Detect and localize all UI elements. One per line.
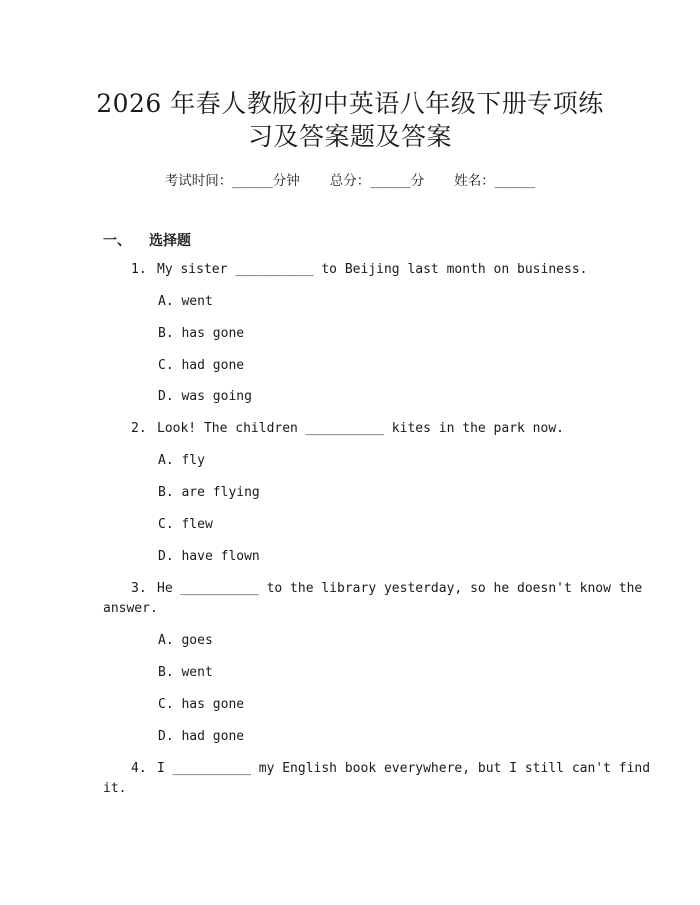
question-text: My sister __________ to Beijing last month on business. bbox=[157, 262, 588, 277]
section-number: 一、 bbox=[103, 233, 131, 249]
option-2c: C. flew bbox=[158, 517, 213, 532]
exam-time: 考试时间：______分钟 bbox=[164, 173, 300, 189]
option-3b: B. went bbox=[158, 665, 213, 680]
question-number: 3. bbox=[131, 581, 147, 596]
section-title: 选择题 bbox=[149, 233, 191, 249]
option-3c: C. has gone bbox=[158, 697, 245, 712]
question-1 bbox=[131, 262, 587, 277]
question-4 bbox=[131, 761, 651, 776]
question-3-continued: answer. bbox=[103, 601, 158, 616]
option-1d: D. was going bbox=[158, 389, 252, 404]
option-3d: D. had gone bbox=[158, 729, 245, 744]
question-number: 2. bbox=[131, 421, 147, 436]
page-title-continued: 习及答案题及答案 bbox=[247, 122, 452, 151]
section-heading bbox=[103, 230, 191, 250]
exam-score: 总分：______分 bbox=[329, 173, 425, 189]
question-text: Look! The children __________ kites in the park now. bbox=[157, 421, 564, 436]
question-text: He __________ to the library yesterday, so he doesn't know the bbox=[157, 581, 643, 596]
question-3 bbox=[131, 581, 643, 596]
question-text: I __________ my English book everywhere, but I still can't find bbox=[157, 761, 651, 776]
question-number: 1. bbox=[131, 262, 147, 277]
option-2a: A. fly bbox=[158, 453, 205, 468]
question-2 bbox=[131, 421, 564, 436]
option-2d: D. have flown bbox=[158, 549, 260, 564]
question-number: 4. bbox=[131, 761, 147, 776]
page-title: 2026 年春人教版初中英语八年级下册专项练 bbox=[96, 89, 604, 118]
option-1c: C. had gone bbox=[158, 358, 245, 373]
exam-name: 姓名：______ bbox=[454, 173, 536, 189]
option-2b: B. are flying bbox=[158, 485, 260, 500]
question-4-continued: it. bbox=[103, 781, 127, 796]
exam-meta bbox=[0, 169, 700, 189]
option-3a: A. goes bbox=[158, 633, 213, 648]
option-1a: A. went bbox=[158, 294, 213, 309]
option-1b: B. has gone bbox=[158, 326, 245, 341]
